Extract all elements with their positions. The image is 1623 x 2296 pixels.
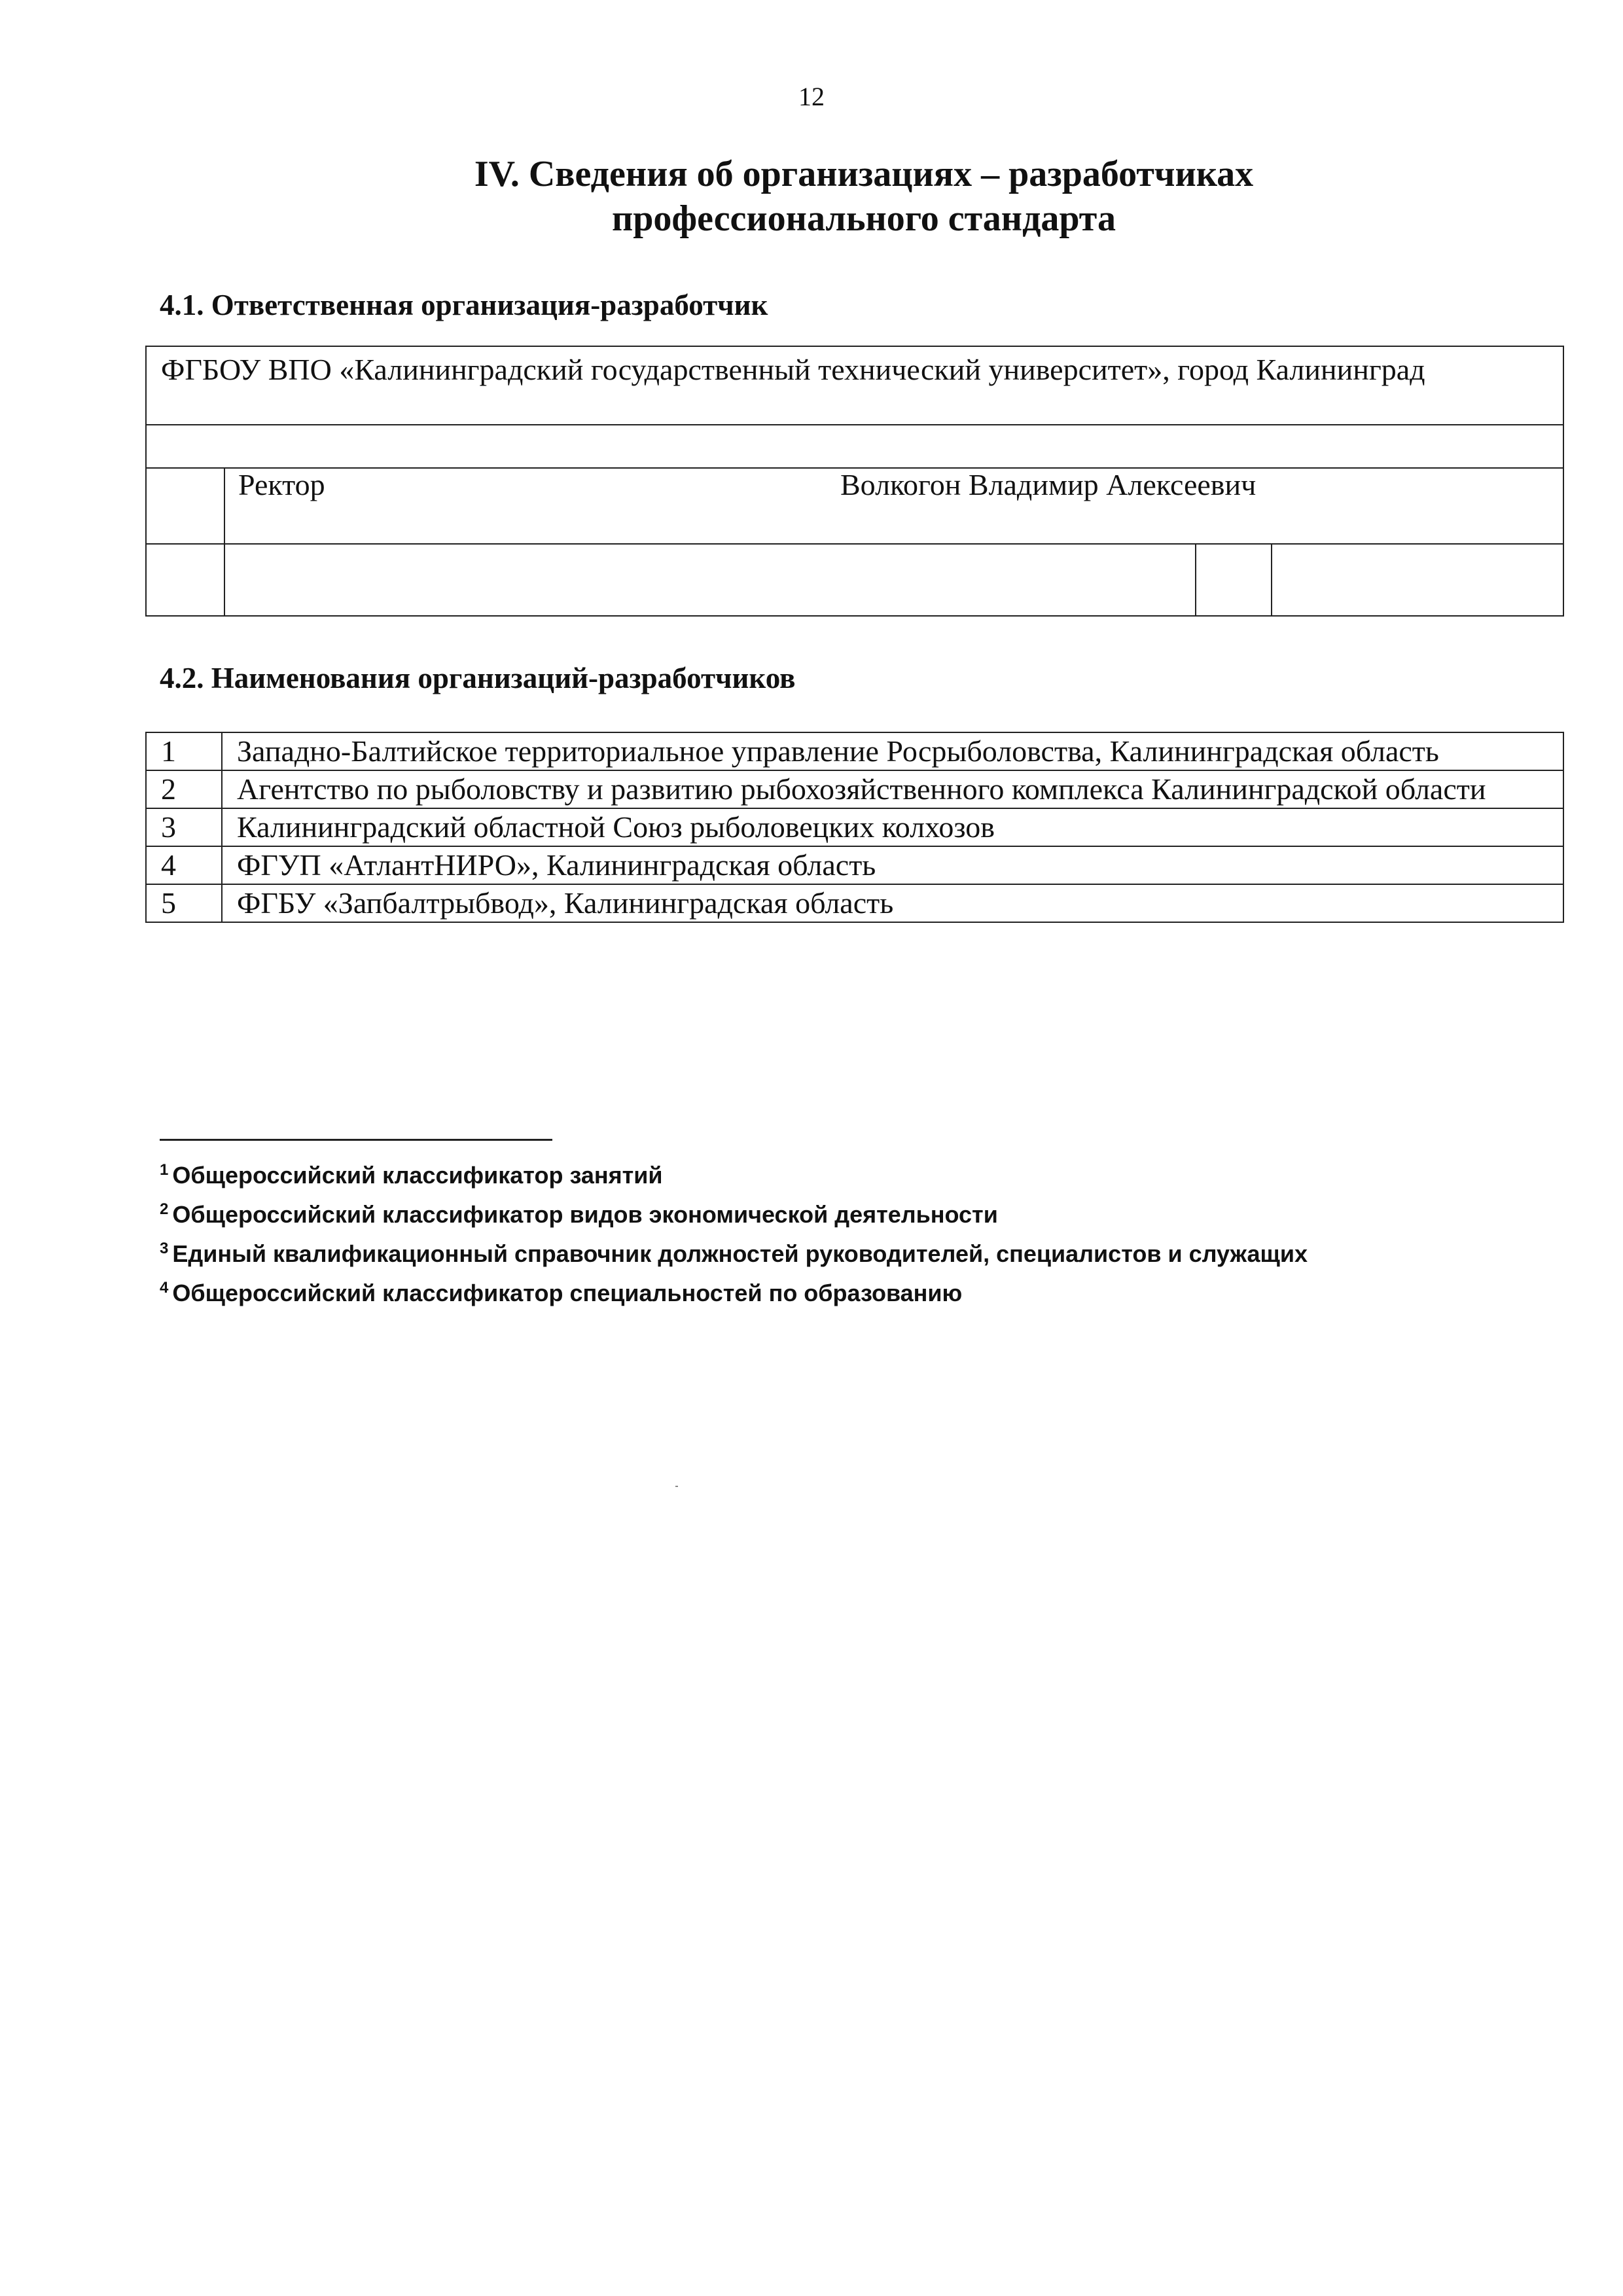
responsible-person-name: Волкогон Владимир Алексеевич xyxy=(840,468,1257,501)
table-row xyxy=(146,884,1563,922)
org-name: ФГБУ «Запбалтрыбвод», Калининградская область xyxy=(222,884,1563,922)
responsible-org-name: ФГБОУ ВПО «Калининградский государственный технический университет», город Калининград xyxy=(161,353,1425,386)
row-number: 4 xyxy=(146,846,222,884)
section-title xyxy=(157,152,1571,241)
footnote xyxy=(160,1232,1308,1271)
table-divider xyxy=(224,467,225,617)
org-name: Западно-Балтийское территориальное управление Росрыболовства, Калининградская область xyxy=(222,732,1563,770)
section-title-line-2: профессионального стандарта xyxy=(612,198,1116,239)
row-number: 5 xyxy=(146,884,222,922)
table-row xyxy=(146,732,1563,770)
footnote-mark: 2 xyxy=(160,1200,169,1218)
row-number: 2 xyxy=(146,770,222,808)
footnote-text: Общероссийский классификатор видов экономической деятельности xyxy=(172,1201,998,1228)
responsible-position: Ректор xyxy=(238,468,325,501)
org-name: Агентство по рыболовству и развитию рыбохозяйственного комплекса Калининградской области xyxy=(222,770,1563,808)
footnote-separator xyxy=(160,1139,552,1141)
footnote-mark: 1 xyxy=(160,1161,169,1179)
table-divider xyxy=(147,543,1563,545)
footnote-mark: 3 xyxy=(160,1240,169,1257)
footnote xyxy=(160,1271,1308,1310)
responsible-org-heading: 4.1. Ответственная организация-разработчик xyxy=(160,289,768,321)
footnote-text: Общероссийский классификатор специальностей по образованию xyxy=(172,1280,963,1306)
footnote-mark: 4 xyxy=(160,1279,169,1297)
page-number: 12 xyxy=(798,82,825,111)
row-number: 3 xyxy=(146,808,222,846)
org-name: Калининградский областной Союз рыболовецких колхозов xyxy=(222,808,1563,846)
table-row xyxy=(146,808,1563,846)
responsible-org-table xyxy=(145,346,1564,617)
footnote xyxy=(160,1153,1308,1193)
footnote-text: Единый квалификационный справочник должностей руководителей, специалистов и служащих xyxy=(172,1240,1308,1267)
footnotes xyxy=(160,1153,1308,1310)
scan-speck xyxy=(675,1486,678,1487)
footnote-text: Общероссийский классификатор занятий xyxy=(172,1162,663,1189)
developer-orgs-table xyxy=(145,732,1564,923)
org-name: ФГУП «АтлантНИРО», Калининградская область xyxy=(222,846,1563,884)
row-number: 1 xyxy=(146,732,222,770)
developer-orgs-heading: 4.2. Наименования организаций-разработчиков xyxy=(160,662,796,694)
table-divider xyxy=(1271,543,1272,617)
table-row xyxy=(146,770,1563,808)
table-row xyxy=(146,846,1563,884)
footnote xyxy=(160,1193,1308,1232)
section-title-line-1: IV. Сведения об организациях – разработчиках xyxy=(474,154,1254,194)
table-divider xyxy=(147,424,1563,425)
table-divider xyxy=(1195,543,1196,617)
